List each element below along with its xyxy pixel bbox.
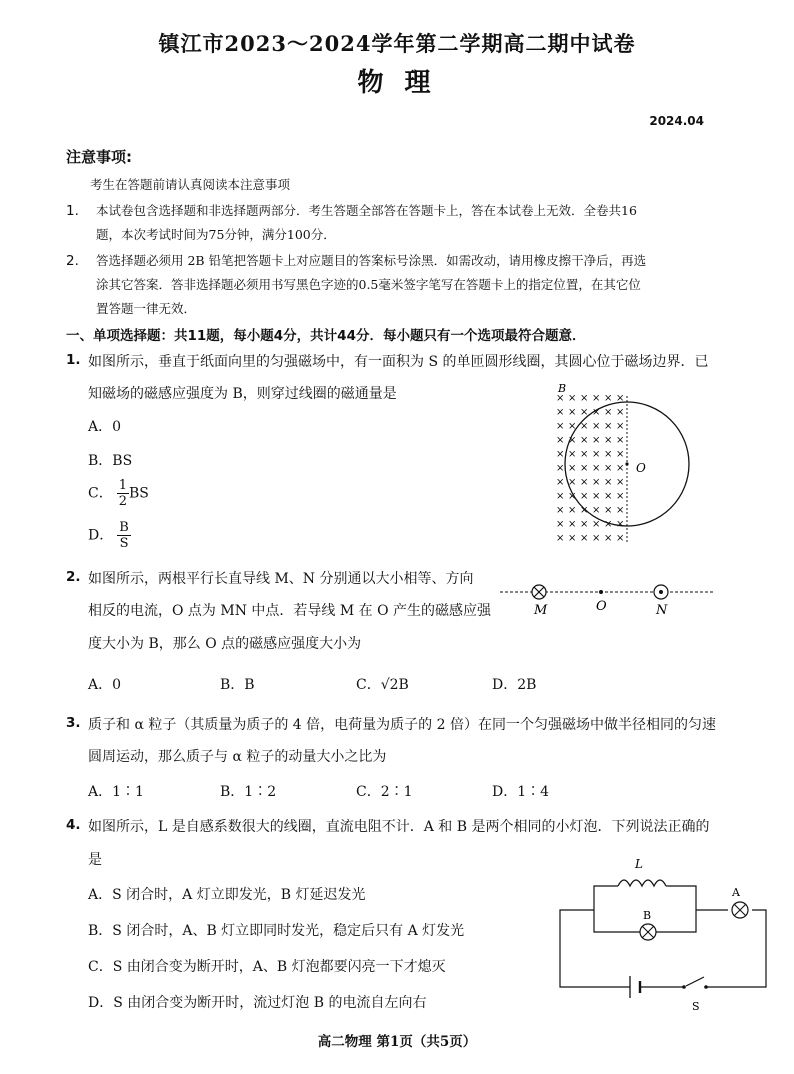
switch-label: S [692, 1000, 700, 1013]
field-cross-grid [556, 393, 624, 544]
field-cross-mark: × [616, 421, 625, 432]
notice-item-number: 1. [66, 203, 79, 219]
field-cross-mark: × [592, 435, 601, 446]
option-b: B．B [220, 677, 255, 693]
inductor-coil [618, 880, 666, 886]
field-cross-mark: × [568, 505, 577, 516]
field-cross-mark: × [604, 393, 613, 404]
option-d-label: D． [88, 527, 114, 544]
field-cross-mark: × [568, 407, 577, 418]
question-text: 相反的电流，O 点为 MN 中点．若导线 M 在 O 产生的磁感应强 [88, 603, 492, 619]
field-cross-mark: × [604, 505, 613, 516]
option-b: B．BS [88, 453, 133, 469]
field-cross-mark: × [580, 421, 589, 432]
notice-item-text: 置答题一律无效． [96, 301, 197, 316]
field-cross-mark: × [616, 463, 625, 474]
subject-title: 物 理 [357, 68, 437, 98]
field-cross-mark: × [556, 421, 565, 432]
option-c-label: C． [88, 485, 113, 502]
field-cross-mark: × [604, 491, 613, 502]
field-cross-mark: × [556, 533, 565, 544]
field-cross-mark: × [580, 463, 589, 474]
field-cross-mark: × [556, 519, 565, 530]
switch-s [682, 985, 686, 989]
field-cross-mark: × [568, 421, 577, 432]
page-footer: 高二物理 第1页（共5页） [317, 1034, 477, 1050]
field-cross-mark: × [580, 435, 589, 446]
field-cross-mark: × [616, 505, 625, 516]
question-text: 度大小为 B，那么 O 点的磁感应强度大小为 [88, 636, 362, 652]
option-a: A．0 [88, 677, 122, 693]
field-cross-mark: × [592, 421, 601, 432]
field-cross-mark: × [556, 491, 565, 502]
option-d: D．1∶4 [492, 784, 550, 800]
lamp-b-label: B [643, 909, 652, 922]
field-cross-mark: × [568, 449, 577, 460]
field-cross-mark: × [604, 477, 613, 488]
notice-intro: 考生在答题前请认真阅读本注意事项 [90, 177, 291, 192]
field-cross-mark: × [592, 519, 601, 530]
option-b: B．S 闭合时，A、B 灯立即同时发光，稳定后只有 A 灯发光 [88, 923, 465, 939]
option-c [88, 478, 149, 509]
field-cross-mark: × [616, 491, 625, 502]
field-cross-mark: × [568, 463, 577, 474]
notice-item-number: 2. [66, 253, 79, 269]
option-d: D．2B [492, 677, 537, 693]
question-text: 如图所示，垂直于纸面向里的匀强磁场中，有一面积为 S 的单匝圆形线圈，其圆心位于磁场边界．已 [88, 354, 709, 370]
field-cross-mark: × [556, 393, 565, 404]
field-cross-mark: × [580, 449, 589, 460]
option-a: A．0 [88, 419, 122, 435]
center-label-o: O [636, 461, 646, 475]
label-n: N [656, 603, 668, 618]
notice-item-text: 涂其它答案．答非选择题必须用书写黑色字迹的0.5毫米签字笔写在答题卡上的指定位置，在其它位 [96, 277, 641, 292]
field-cross-mark: × [556, 477, 565, 488]
option-d [88, 520, 131, 551]
question-text: 是 [88, 852, 102, 868]
field-label-b: B [558, 382, 567, 395]
notice-heading: 注意事项: [66, 148, 132, 166]
field-cross-mark: × [568, 533, 577, 544]
field-cross-mark: × [580, 519, 589, 530]
label-m: M [534, 603, 548, 618]
fraction [117, 478, 129, 509]
inductor-label: L [635, 857, 643, 871]
field-cross-mark: × [592, 491, 601, 502]
field-cross-mark: × [616, 449, 625, 460]
question-number: 1. [66, 352, 81, 368]
field-cross-mark: × [604, 533, 613, 544]
field-cross-mark: × [580, 393, 589, 404]
option-c: C．S 由闭合变为断开时，A、B 灯泡都要闪亮一下才熄灭 [88, 959, 446, 975]
field-cross-mark: × [568, 519, 577, 530]
field-cross-mark: × [604, 449, 613, 460]
option-a: A．S 闭合时，A 灯立即发光，B 灯延迟发光 [88, 887, 366, 903]
field-cross-mark: × [556, 435, 565, 446]
question-number: 3. [66, 715, 81, 731]
field-cross-mark: × [592, 477, 601, 488]
field-cross-mark: × [580, 477, 589, 488]
magnetic-field-figure [548, 382, 700, 546]
field-cross-mark: × [592, 463, 601, 474]
label-o: O [596, 599, 607, 614]
field-cross-mark: × [592, 449, 601, 460]
field-cross-mark: × [580, 533, 589, 544]
field-cross-mark: × [604, 407, 613, 418]
denominator: 2 [118, 494, 127, 509]
field-cross-mark: × [616, 435, 625, 446]
notice-item-text: 题，本次考试时间为75分钟，满分100分． [96, 227, 336, 242]
field-cross-mark: × [580, 491, 589, 502]
field-cross-mark: × [580, 407, 589, 418]
field-cross-mark: × [580, 505, 589, 516]
field-cross-mark: × [568, 435, 577, 446]
exam-date: 2024.04 [649, 114, 704, 128]
circuit-figure [556, 852, 770, 1024]
question-text: 如图所示，L 是自感系数很大的线圈，直流电阻不计．A 和 B 是两个相同的小灯泡．下列说法正确的 [88, 819, 710, 835]
field-cross-mark: × [616, 533, 625, 544]
field-cross-mark: × [556, 505, 565, 516]
option-b: B．1∶2 [220, 784, 277, 800]
field-cross-mark: × [616, 477, 625, 488]
option-d: D．S 由闭合变为断开时，流过灯泡 B 的电流自左向右 [88, 995, 427, 1011]
field-cross-mark: × [616, 407, 625, 418]
field-cross-mark: × [556, 407, 565, 418]
field-cross-mark: × [604, 519, 613, 530]
lamp-a-label: A [732, 886, 740, 899]
field-cross-mark: × [604, 435, 613, 446]
field-cross-mark: × [592, 533, 601, 544]
option-c-suffix: BS [129, 485, 149, 502]
question-text: 质子和 α 粒子（其质量为质子的 4 倍，电荷量为质子的 2 倍）在同一个匀强磁场中做半径相同的匀速 [88, 717, 716, 733]
field-cross-mark: × [556, 449, 565, 460]
field-cross-mark: × [556, 463, 565, 474]
field-cross-mark: × [568, 477, 577, 488]
question-text: 圆周运动，那么质子与 α 粒子的动量大小之比为 [88, 749, 387, 765]
question-number: 4. [66, 817, 81, 833]
field-cross-mark: × [604, 463, 613, 474]
option-c: C．√2B [356, 677, 409, 693]
numerator: B [119, 520, 129, 535]
circuit-wire [560, 910, 630, 987]
field-cross-mark: × [568, 491, 577, 502]
question-text: 知磁场的磁感应强度为 B，则穿过线圈的磁通量是 [88, 386, 397, 402]
option-c: C．2∶1 [356, 784, 413, 800]
question-text: 如图所示，两根平行长直导线 M、N 分别通以大小相等、方向 [88, 571, 474, 587]
fraction [117, 520, 131, 551]
field-cross-mark: × [616, 519, 625, 530]
center-point [625, 462, 628, 465]
option-a: A．1∶1 [88, 784, 144, 800]
field-cross-mark: × [592, 407, 601, 418]
denominator: S [119, 536, 129, 551]
field-cross-mark: × [592, 505, 601, 516]
question-number: 2. [66, 569, 81, 585]
field-cross-mark: × [616, 393, 625, 404]
numerator: 1 [118, 478, 127, 493]
field-cross-mark: × [604, 421, 613, 432]
midpoint-o [599, 590, 603, 594]
section-heading: 一、单项选择题：共11题，每小题4分，共计44分．每小题只有一个选项最符合题意． [66, 328, 586, 344]
parallel-wires-figure [498, 580, 718, 620]
notice-item-text: 答选择题必须用 2B 铅笔把答题卡上对应题目的答案标号涂黑．如需改动，请用橡皮擦干净后，再选 [96, 253, 647, 268]
notice-item-text: 本试卷包含选择题和非选择题两部分．考生答题全部答在答题卡上，答在本试卷上无效．全卷共16 [96, 203, 637, 218]
exam-title: 镇江市2023～2024学年第二学期高二期中试卷 [158, 31, 636, 56]
field-cross-mark: × [568, 393, 577, 404]
field-cross-mark: × [592, 393, 601, 404]
